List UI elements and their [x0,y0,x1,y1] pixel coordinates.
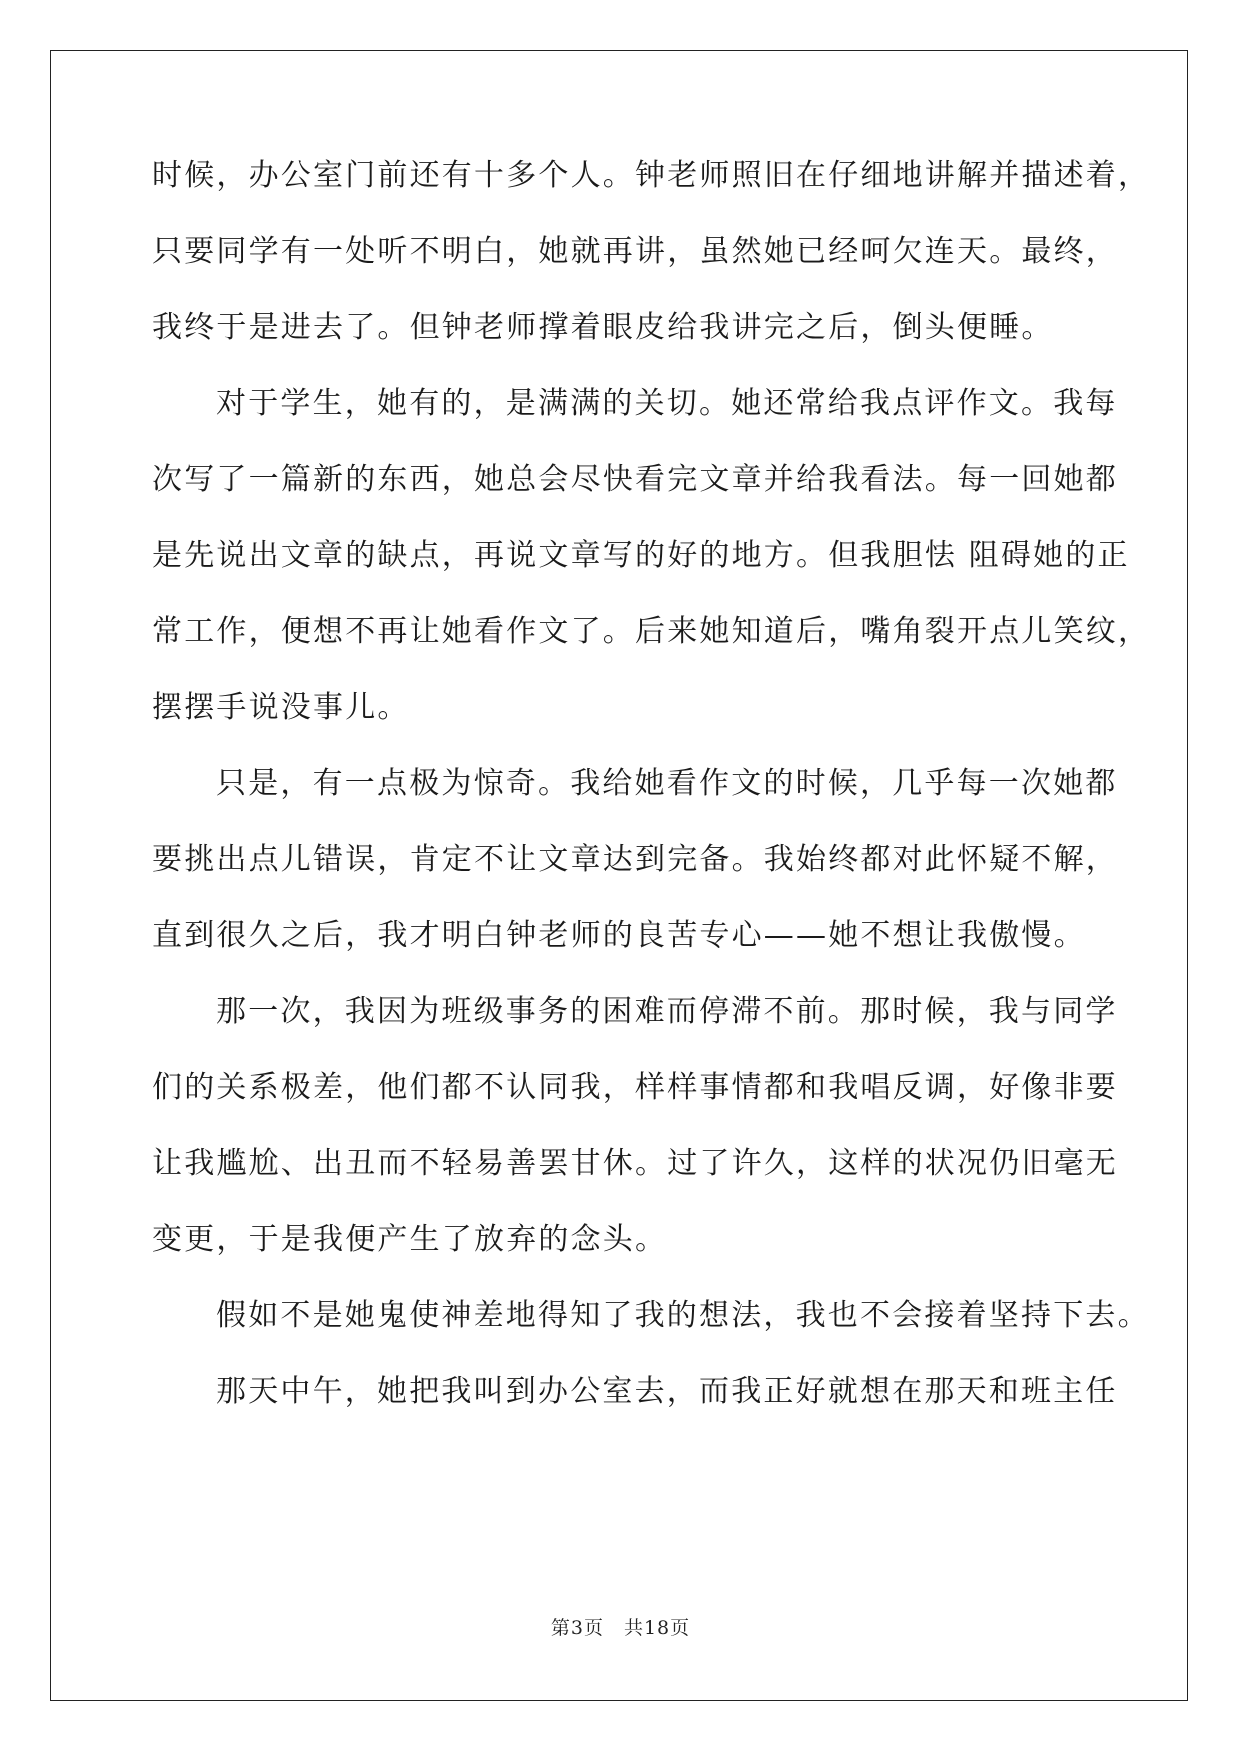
text-line: 直到很久之后，我才明白钟老师的良苦专心——她不想让我傲慢。 [152,918,1086,953]
paragraph-first-line: 只是，有一点极为惊奇。我给她看作文的时候，几乎每一次她都 [216,766,1118,801]
paragraph-first-line: 假如不是她鬼使神差地得知了我的想法，我也不会接着坚持下去。 [216,1298,1150,1333]
text-line: 常工作，便想不再让她看作文了。后来她知道后，嘴角裂开点儿笑纹， [152,614,1151,649]
text-line: 要挑出点儿错误，肯定不让文章达到完备。我始终都对此怀疑不解， [152,842,1118,877]
page-number-footer: 第3页 共18页 [550,1617,691,1639]
text-line: 我终于是进去了。但钟老师撑着眼皮给我讲完之后，倒头便睡。 [152,310,1054,345]
text-line: 摆摆手说没事儿。 [152,690,410,725]
text-line: 时候，办公室门前还有十多个人。钟老师照旧在仔细地讲解并描述着， [152,158,1151,193]
document-body [152,158,1151,1452]
text-line: 只要同学有一处听不明白，她就再讲，虽然她已经呵欠连天。最终， [152,234,1118,269]
paragraph-first-line: 那一次，我因为班级事务的困难而停滞不前。那时候，我与同学 [216,994,1118,1029]
text-line: 是先说出文章的缺点，再说文章写的好的地方。但我胆怯 阻碍她的正 [152,538,1130,573]
paragraph-first-line: 对于学生，她有的，是满满的关切。她还常给我点评作文。我每 [216,386,1118,421]
text-line: 让我尴尬、出丑而不轻易善罢甘休。过了许久，这样的状况仍旧毫无 [152,1146,1118,1181]
text-line: 次写了一篇新的东西，她总会尽快看完文章并给我看法。每一回她都 [152,462,1118,497]
paragraph-first-line: 那天中午，她把我叫到办公室去，而我正好就想在那天和班主任 [216,1374,1118,1409]
text-line: 变更，于是我便产生了放弃的念头。 [152,1222,668,1257]
text-line: 们的关系极差，他们都不认同我，样样事情都和我唱反调，好像非要 [152,1070,1118,1105]
